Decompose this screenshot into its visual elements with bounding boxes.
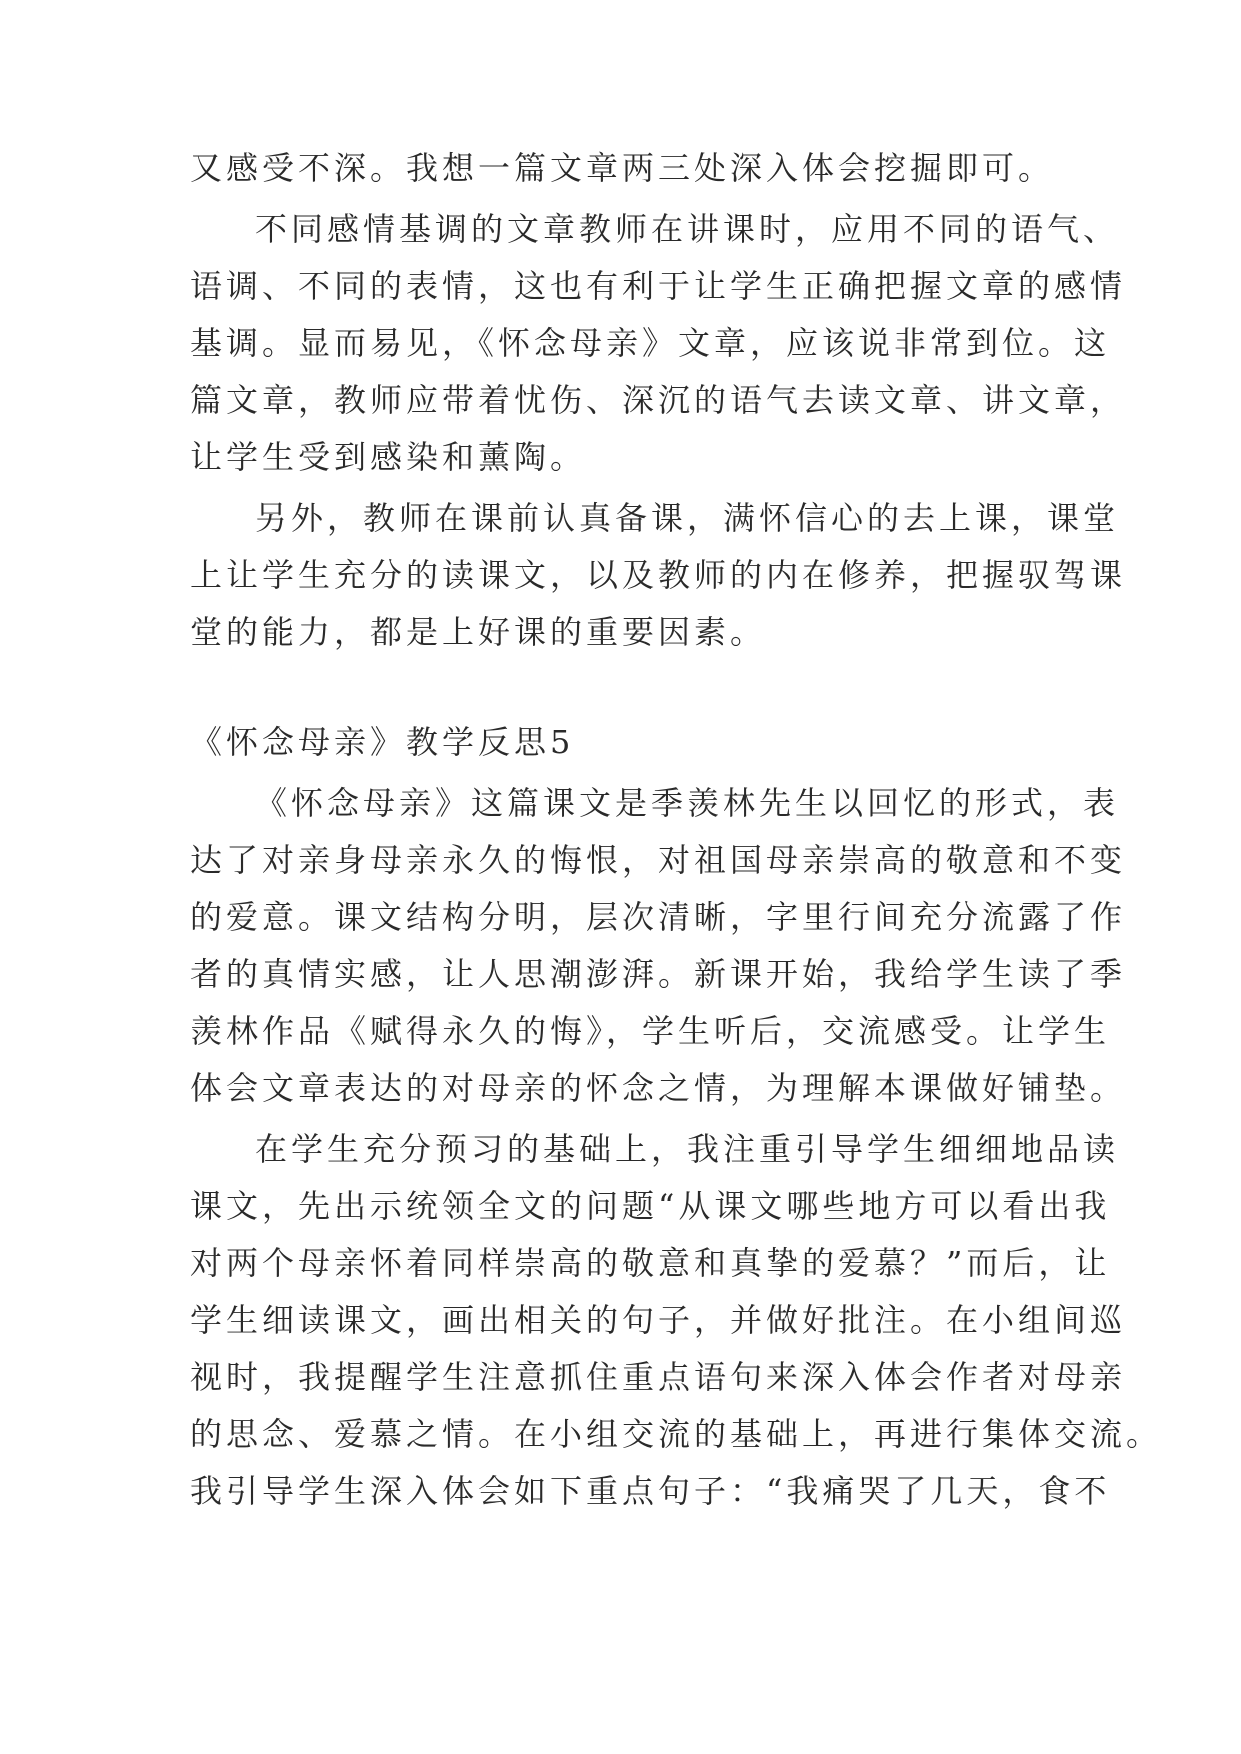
paragraph-line: 让学生受到感染和薰陶。 bbox=[190, 438, 587, 476]
paragraph-line: 者的真情实感，让人思潮澎湃。新课开始，我给学生读了季 bbox=[190, 955, 1127, 993]
paragraph-line: 课文，先出示统领全文的问题“从课文哪些地方可以看出我 bbox=[190, 1187, 1111, 1225]
paragraph-line: 堂的能力，都是上好课的重要因素。 bbox=[190, 613, 767, 651]
paragraph-line: 学生细读课文，画出相关的句子，并做好批注。在小组间巡 bbox=[190, 1301, 1127, 1339]
paragraph-line: 又感受不深。我想一篇文章两三处深入体会挖掘即可。 bbox=[190, 149, 1055, 187]
paragraph-line: 达了对亲身母亲永久的悔恨，对祖国母亲崇高的敬意和不变 bbox=[190, 841, 1127, 879]
paragraph-line: 体会文章表达的对母亲的怀念之情，为理解本课做好铺垫。 bbox=[190, 1069, 1127, 1107]
paragraph-line: 的爱意。课文结构分明，层次清晰，字里行间充分流露了作 bbox=[190, 898, 1127, 936]
paragraph-line: 《怀念母亲》这篇课文是季羡林先生以回忆的形式，表 bbox=[255, 784, 1120, 822]
paragraph-line: 在学生充分预习的基础上，我注重引导学生细细地品读 bbox=[255, 1130, 1120, 1168]
paragraph-line: 对两个母亲怀着同样崇高的敬意和真挚的爱慕？”而后，让 bbox=[190, 1244, 1111, 1282]
paragraph-line: 视时，我提醒学生注意抓住重点语句来深入体会作者对母亲 bbox=[190, 1358, 1127, 1396]
paragraph-line: 篇文章，教师应带着忧伤、深沉的语气去读文章、讲文章， bbox=[190, 381, 1127, 419]
paragraph-line: 的思念、爱慕之情。在小组交流的基础上，再进行集体交流。 bbox=[190, 1415, 1163, 1453]
paragraph-line: 上让学生充分的读课文，以及教师的内在修养，把握驭驾课 bbox=[190, 556, 1127, 594]
paragraph-line: 我引导学生深入体会如下重点句子：“我痛哭了几天，食不 bbox=[190, 1472, 1111, 1510]
paragraph-line: 羡林作品《赋得永久的悔》，学生听后，交流感受。让学生 bbox=[190, 1012, 1111, 1050]
paragraph-line: 另外，教师在课前认真备课，满怀信心的去上课，课堂 bbox=[255, 499, 1120, 537]
paragraph-line: 语调、不同的表情，这也有利于让学生正确把握文章的感情 bbox=[190, 267, 1127, 305]
section-title: 《怀念母亲》教学反思5 bbox=[190, 723, 575, 761]
paragraph-line: 不同感情基调的文章教师在讲课时，应用不同的语气、 bbox=[255, 210, 1120, 248]
paragraph-line: 基调。显而易见，《怀念母亲》文章，应该说非常到位。这 bbox=[190, 324, 1111, 362]
